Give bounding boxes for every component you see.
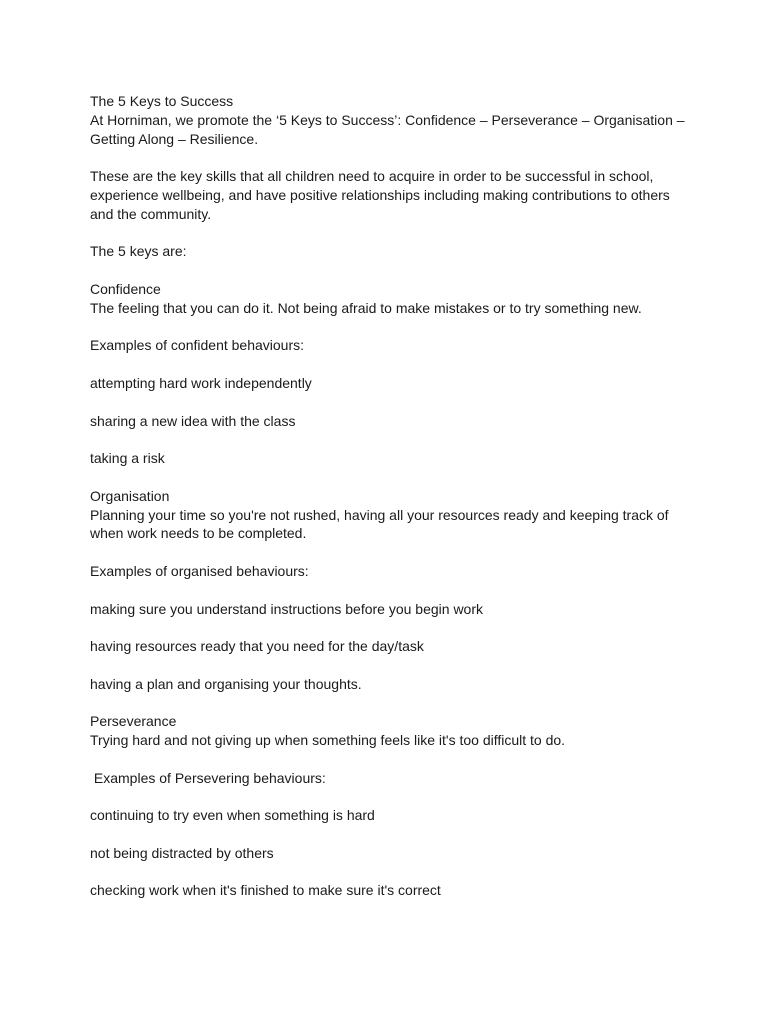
section-heading-perseverance: Perseverance [90, 713, 177, 730]
paragraph-gap [90, 224, 690, 243]
example-item: taking a risk [90, 450, 165, 467]
example-item: having a plan and organising your thoughts. [90, 675, 362, 692]
paragraph-gap [90, 825, 690, 844]
paragraph-gap [90, 318, 690, 337]
document-body [90, 92, 690, 900]
paragraph-gap [90, 694, 690, 713]
paragraph-gap [90, 468, 690, 487]
paragraph-gap [90, 618, 690, 637]
example-item: attempting hard work independently [90, 374, 312, 391]
example-item: not being distracted by others [90, 844, 274, 861]
paragraph-gap [90, 430, 690, 449]
intro-paragraph: At Horniman, we promote the ‘5 Keys to Success’: Confidence – Perseverance – Organisation – Getting Along – Resilience. [90, 111, 685, 147]
document-title: The 5 Keys to Success [90, 93, 234, 109]
paragraph-gap [90, 148, 690, 167]
section-heading-organisation: Organisation [90, 487, 170, 504]
examples-heading-perseverance: Examples of Persevering behaviours: [90, 769, 326, 786]
paragraph-gap [90, 393, 690, 412]
paragraph-gap [90, 787, 690, 806]
examples-heading-confidence: Examples of confident behaviours: [90, 337, 305, 354]
paragraph-gap [90, 863, 690, 882]
paragraph-gap [90, 543, 690, 562]
section-description-organisation: Planning your time so you're not rushed, having all your resources ready and keeping track of when work needs to be completed. [90, 506, 669, 542]
section-description-confidence: The feeling that you can do it. Not being afraid to make mistakes or to try something new. [90, 299, 642, 316]
section-description-perseverance: Trying hard and not giving up when something feels like it's too difficult to do. [90, 732, 566, 749]
example-item: sharing a new idea with the class [90, 412, 296, 429]
example-item: continuing to try even when something is hard [90, 807, 375, 824]
example-item: checking work when it's finished to make sure it's correct [90, 882, 441, 899]
keys-intro: The 5 keys are: [90, 243, 187, 260]
paragraph-gap [90, 656, 690, 675]
paragraph-gap [90, 750, 690, 769]
section-heading-confidence: Confidence [90, 280, 161, 297]
paragraph-gap [90, 261, 690, 280]
example-item: making sure you understand instructions before you begin work [90, 600, 483, 617]
skills-paragraph: These are the key skills that all children need to acquire in order to be successful in school, experience wellbeing, and have positive relationships including making contributions to others and the community. [90, 168, 670, 222]
example-item: having resources ready that you need for the day/task [90, 638, 424, 655]
examples-heading-organisation: Examples of organised behaviours: [90, 562, 309, 579]
paragraph-gap [90, 355, 690, 374]
paragraph-gap [90, 581, 690, 600]
